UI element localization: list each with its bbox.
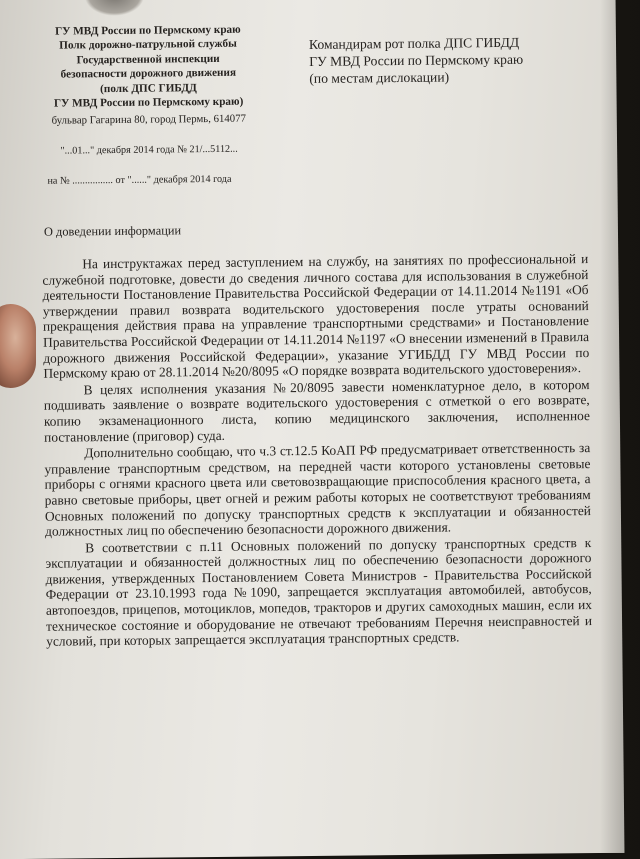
sender-line-3: Государственной инспекции <box>76 52 220 67</box>
addressee-line-1: Командирам рот полка ДПС ГИБДД <box>308 34 520 52</box>
finger-thumb <box>0 304 36 388</box>
sender-line-1: ГУ МВД России по Пермскому краю <box>54 23 241 38</box>
incoming-reference: на № ................ от "......" декабря 2014 года <box>47 174 232 187</box>
outgoing-number: "...01..." декабря 2014 года № 21/...5112... <box>60 143 238 157</box>
document-body <box>42 251 592 650</box>
addressee-line-2: ГУ МВД России по Пермскому краю <box>309 51 524 69</box>
addressee-block <box>309 33 590 87</box>
paragraph: В соответствии с п.11 Основных положений по допуску транспортных средств к эксплуатации и обязанностей должностных лиц по обеспечению безопасности дорожного движения, утвержденных Постановлением Совета Министров - Правительства Российской Федерации от 23.10.1993 года №1090, запрещается эксплуатация автомобилей, автобусов, автопоездов, прицепов, мотоциклов, мопедов, тракторов и других самоходных машин, если их техническое состояние и оборудование не отвечают требованиям Перечня неисправностей и условий, при которых запрещается эксплуатация транспортных средств. <box>45 534 593 649</box>
sender-line-6: ГУ МВД России по Пермскому краю) <box>53 95 244 110</box>
paragraph: Дополнительно сообщаю, что ч.3 ст.12.5 КоАП РФ предусматривает ответственность за управление транспортным средством, на передней части которого установлены световые приборы с огнями красного цвета или световозвращающие приспособления красного цвета, а равно световые приборы, цвет огней и режим работы которых не соответствуют требованиям Основных положений по допуску транспортных средств к эксплуатации и обязанностей должностных лиц по обеспечению безопасности дорожного движения. <box>44 440 591 539</box>
paragraph: В целях исполнения указания №20/8095 завести номенклатурное дело, в котором подшивать заявление о возврате водительского удостоверения с отметкой о его возврате, копию экзаменационного листа, копию медицинского заключения, исполненное постановление (приговор) суда. <box>43 376 590 445</box>
sender-address: бульвар Гагарина 80, город Пермь, 614077 <box>51 113 247 128</box>
sender-header <box>18 22 280 189</box>
paragraph: На инструктажах перед заступлением на службу, на занятиях по профессиональной и служебной подготовке, довести до сведения личного состава для использования в служебной деятельности Постановление Правительства Российской Федерации от 14.11.2014 №1191 «Об утверждении правил возврата водительского удостоверения после утраты оснований прекращения действия права на управление транспортными средствами» и Постановление Правительства Российской Федерации от 14.11.2014 №1197 «О внесении изменений в Правила дорожного движения Российской Федерации», указание УГИБДД ГУ МВД России по Пермскому краю от 28.11.2014 №20/8095 «О порядке возврата водительского удостоверения». <box>42 251 590 381</box>
sender-line-4: безопасности дорожного движения <box>60 66 237 81</box>
addressee-line-3: (по местам дислокации) <box>309 69 450 86</box>
sender-line-2: Полк дорожно-патрульной службы <box>59 38 237 52</box>
emblem-icon <box>84 0 144 16</box>
document-subject: О доведении информации <box>43 223 182 239</box>
sender-line-5: (полк ДПС ГИБДД <box>100 81 197 95</box>
